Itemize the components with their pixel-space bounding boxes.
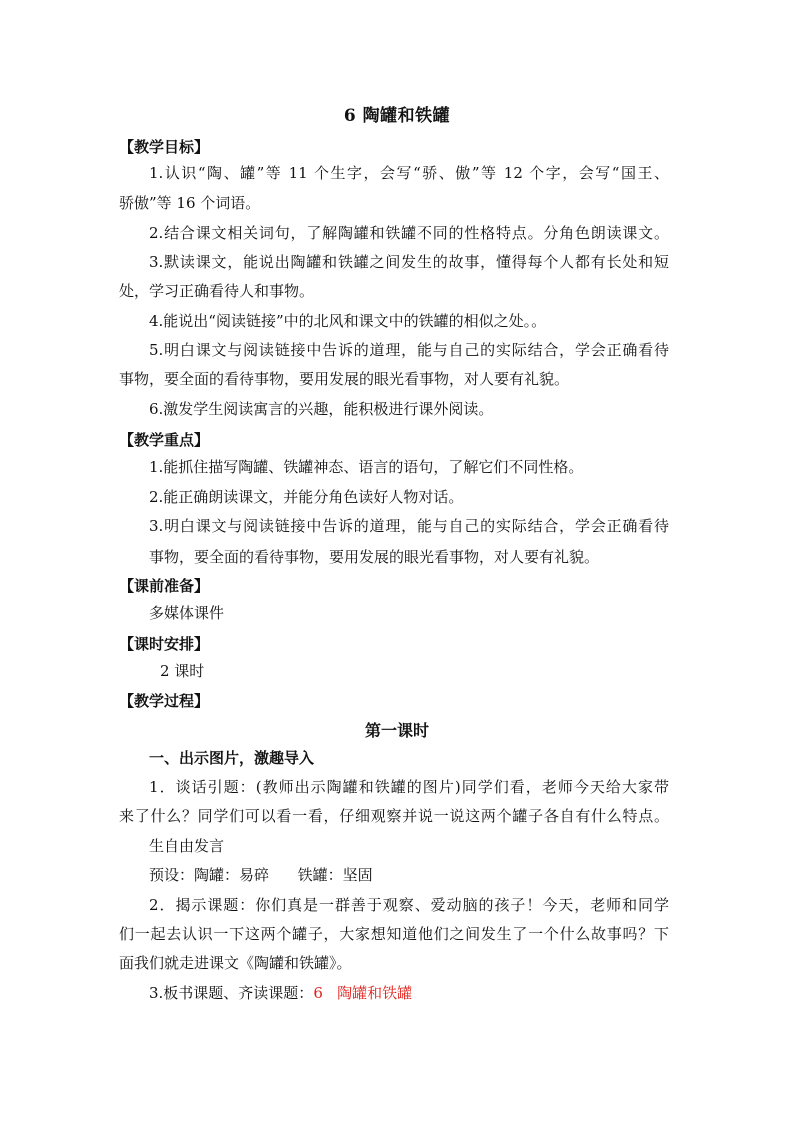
- board-title-prefix: 3.板书课题、齐读课题：: [149, 984, 314, 1002]
- lesson-title: 6 陶罐和铁罐: [343, 106, 451, 126]
- process-line: 1．谈话引题：(教师出示陶罐和铁罐的图片)同学们看，老师今天给大家带: [149, 778, 669, 796]
- preparation-heading: 【课前准备】: [119, 577, 210, 595]
- key-points-heading: 【教学重点】: [119, 431, 210, 449]
- objective-line: 骄傲”等 16 个词语。: [119, 194, 261, 212]
- objective-line: 4.能说出“阅读链接”中的北风和课文中的铁罐的相似之处。。: [149, 312, 547, 330]
- process-heading: 【教学过程】: [119, 692, 210, 710]
- schedule-text: 2 课时: [160, 662, 205, 680]
- process-line: 2．揭示课题：你们真是一群善于观察、爱动脑的孩子！今天，老师和同学: [149, 896, 669, 914]
- objective-line: 处，学习正确看待人和事物。: [119, 282, 315, 300]
- objective-line: 3.默读课文，能说出陶罐和铁罐之间发生的故事，懂得每个人都有长处和短: [149, 253, 669, 271]
- process-line: 面我们就走进课文《陶罐和铁罐》。: [119, 954, 352, 972]
- key-point-line: 3.明白课文与阅读链接中告诉的道理，能与自己的实际结合，学会正确看待: [149, 517, 669, 535]
- objective-line: 5.明白课文与阅读链接中告诉的道理，能与自己的实际结合，学会正确看待: [149, 341, 669, 359]
- key-point-line: 2.能正确朗读课文，并能分角色读好人物对话。: [149, 488, 464, 506]
- first-lesson-title: 第一课时: [364, 721, 429, 740]
- board-title-highlight: 6 陶罐和铁罐: [313, 984, 413, 1002]
- key-point-line: 1.能抓住描写陶罐、铁罐神态、语言的语句，了解它们不同性格。: [149, 458, 584, 476]
- board-title-line: [149, 983, 412, 1003]
- process-line: 们一起去认识一下这两个罐子，大家想知道他们之间发生了一个什么故事吗？下: [119, 925, 669, 943]
- schedule-heading: 【课时安排】: [119, 635, 210, 653]
- process-line: 生自由发言: [149, 837, 225, 855]
- objective-line: 事物，要全面的看待事物，要用发展的眼光看事物，对人要有礼貌。: [119, 370, 570, 388]
- key-point-line: 事物，要全面的看待事物，要用发展的眼光看事物，对人要有礼貌。: [149, 548, 600, 566]
- process-line: 来了什么？同学们可以看一看，仔细观察并说一说这两个罐子各自有什么特点。: [119, 807, 669, 825]
- process-line: 预设：陶罐：易碎 铁罐：坚固: [149, 866, 373, 884]
- objectives-heading: 【教学目标】: [119, 138, 210, 156]
- preparation-text: 多媒体课件: [149, 604, 225, 622]
- section-heading: 一、出示图片，激趣导入: [149, 749, 315, 767]
- objective-line: 1.认识“陶、罐”等 11 个生字，会写“骄、傲”等 12 个字，会写“国王、: [149, 164, 669, 182]
- objective-line: 6.激发学生阅读寓言的兴趣，能积极进行课外阅读。: [149, 400, 494, 418]
- objective-line: 2.结合课文相关词句，了解陶罐和铁罐不同的性格特点。分角色朗读课文。: [149, 224, 669, 242]
